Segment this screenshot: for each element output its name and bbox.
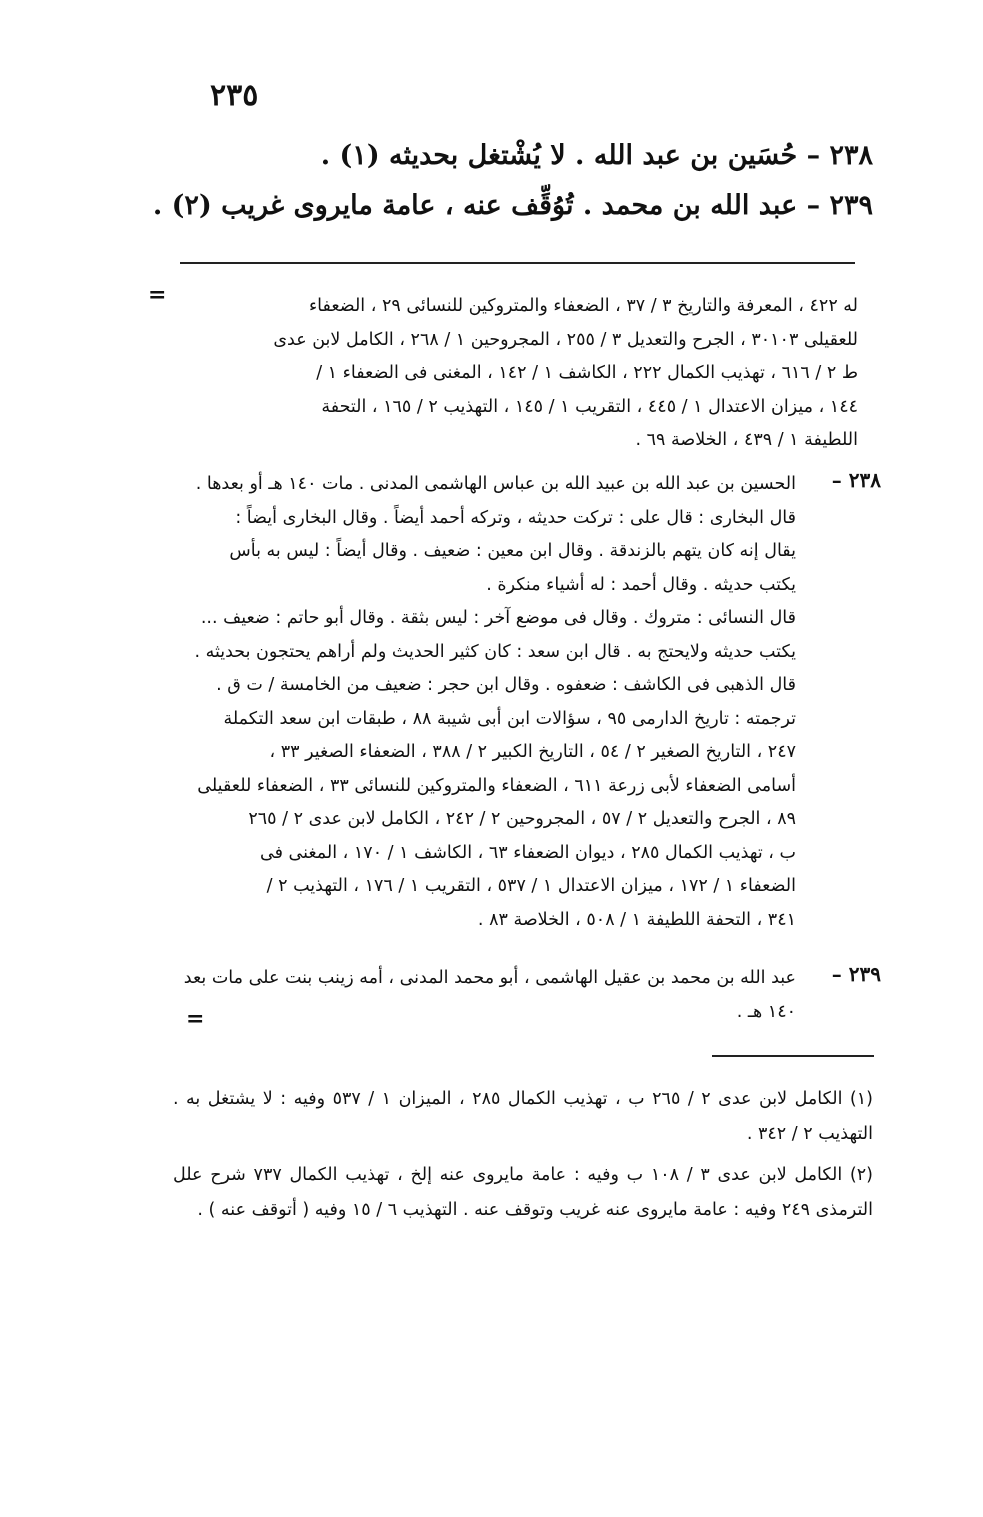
- footnote-2: (٢) الكامل لابن عدى ٣ / ١٠٨ ب وفيه : عامة مايروى عنه إلخ ، تهذيب الكمال ٧٣٧ شرح علل الترمذى ٢٤٩ وفيه : عامة مايروى عنه غريب وتوقف عنه . التهذيب ٦ / ١٥ وفيه ( أتوقف عنه ) .: [173, 1165, 873, 1220]
- footnote-rule: [712, 1055, 874, 1057]
- continuation-mark: =: [186, 1006, 205, 1032]
- note-body: [173, 962, 796, 1029]
- footnotes: [173, 1082, 873, 1234]
- note-line: عبد الله بن محمد بن عقيل الهاشمى ، أبو محمد المدنى ، أمه زينب بنت على مات بعد: [183, 968, 796, 988]
- note-line: أسامى الضعفاء لأبى زرعة ٦١١ ، الضعفاء والمتروكين للنسائى ٣٣ ، الضعفاء للعقيلى: [197, 775, 796, 796]
- note-line: قال الذهبى فى الكاشف : ضعفوه . وقال ابن حجر : ضعيف من الخامسة / ت ق .: [216, 675, 796, 695]
- note-line: ب ، تهذيب الكمال ٢٨٥ ، ديوان الضعفاء ٦٣ ، الكاشف ١ / ١٧٠ ، المغنى فى: [259, 842, 796, 863]
- note-line: ٢٤٧ ، التاريخ الصغير ٢ / ٥٤ ، التاريخ الكبير ٢ / ٣٨٨ ، الضعفاء الصغير ٣٣ ،: [269, 742, 796, 762]
- note-line: اللطيفة ١ / ٤٣٩ ، الخلاصة ٦٩ .: [635, 430, 858, 450]
- note-line: ١٤٠ هـ .: [736, 1001, 796, 1022]
- note-body: [173, 468, 796, 937]
- note-line: الحسين بن عبد الله بن عبيد الله بن عباس الهاشمى المدنى . مات ١٤٠ هـ أو بعدها .: [195, 474, 796, 494]
- note-line: يقال إنه كان يتهم بالزندقة . وقال ابن معين : ضعيف . وقال أيضاً : ليس به بأس: [229, 541, 796, 561]
- page-number: ٢٣٥: [210, 78, 259, 113]
- footnote-1: (١) الكامل لابن عدى ٢ / ٢٦٥ ب ، تهذيب الكمال ٢٨٥ ، الميزان ١ / ٥٣٧ وفيه : لا يشتغل به . التهذيب ٢ / ٣٤٢ .: [173, 1089, 873, 1144]
- note-line: الضعفاء ١ / ١٧٢ ، ميزان الاعتدال ١ / ٥٣٧ ، التقريب ١ / ١٧٦ ، التهذيب ٢ /: [266, 876, 796, 896]
- note-line: ترجمته : تاريخ الدارمى ٩٥ ، سؤالات ابن أبى شيبة ٨٨ ، طبقات ابن سعد التكملة: [223, 708, 796, 729]
- note-line: للعقيلى ٣٠١٠٣ ، الجرح والتعديل ٣ / ٢٥٥ ، المجروحين ١ / ٢٦٨ ، الكامل لابن عدى: [273, 329, 858, 350]
- continuation-mark: =: [148, 282, 167, 308]
- note-239: [173, 962, 881, 1029]
- note-line: قال البخارى : قال على : تركت حديثه ، وتركه أحمد أيضاً . وقال البخارى أيضاً :: [235, 507, 796, 528]
- note-238: [173, 468, 881, 937]
- entry-239: ٢٣٩ – عبد الله بن محمد . تُوُقِّف عنه ، عامة مايروى غريب (٢) .: [152, 190, 873, 221]
- note-number: ٢٣٩ –: [831, 962, 881, 986]
- note-number: ٢٣٨ –: [831, 468, 881, 492]
- separator-rule: [180, 262, 855, 264]
- note-line: قال النسائى : متروك . وقال فى موضع آخر : ليس بثقة . وقال أبو حاتم : ضعيف ...: [200, 608, 796, 628]
- note-line: له ٤٢٢ ، المعرفة والتاريخ ٣ / ٣٧ ، الضعفاء والمتروكين للنسائى ٢٩ ، الضعفاء: [308, 296, 858, 316]
- continued-note: [178, 290, 858, 458]
- note-line: ١٤٤ ، ميزان الاعتدال ١ / ٤٤٥ ، التقريب ١ / ١٤٥ ، التهذيب ٢ / ١٦٥ ، التحفة: [321, 396, 858, 417]
- note-line: ط ٢ / ٦١٦ ، تهذيب الكمال ٢٢٢ ، الكاشف ١ / ١٤٢ ، المغنى فى الضعفاء ١ /: [316, 363, 858, 383]
- note-line: يكتب حديثه . وقال أحمد : له أشياء منكرة .: [486, 574, 796, 595]
- note-line: يكتب حديثه ولايحتج به . قال ابن سعد : كان كثير الحديث ولم أراهم يحتجون بحديثه .: [194, 641, 796, 662]
- note-line: ٣٤١ ، التحفة اللطيفة ١ / ٥٠٨ ، الخلاصة ٨٣ .: [477, 909, 796, 930]
- entry-238: ٢٣٨ – حُسَين بن عبد الله . لا يُشْتغل بحديثه (١) .: [320, 140, 873, 171]
- note-line: ٨٩ ، الجرح والتعديل ٢ / ٥٧ ، المجروحين ٢ / ٢٤٢ ، الكامل لابن عدى ٢ / ٢٦٥: [248, 809, 796, 829]
